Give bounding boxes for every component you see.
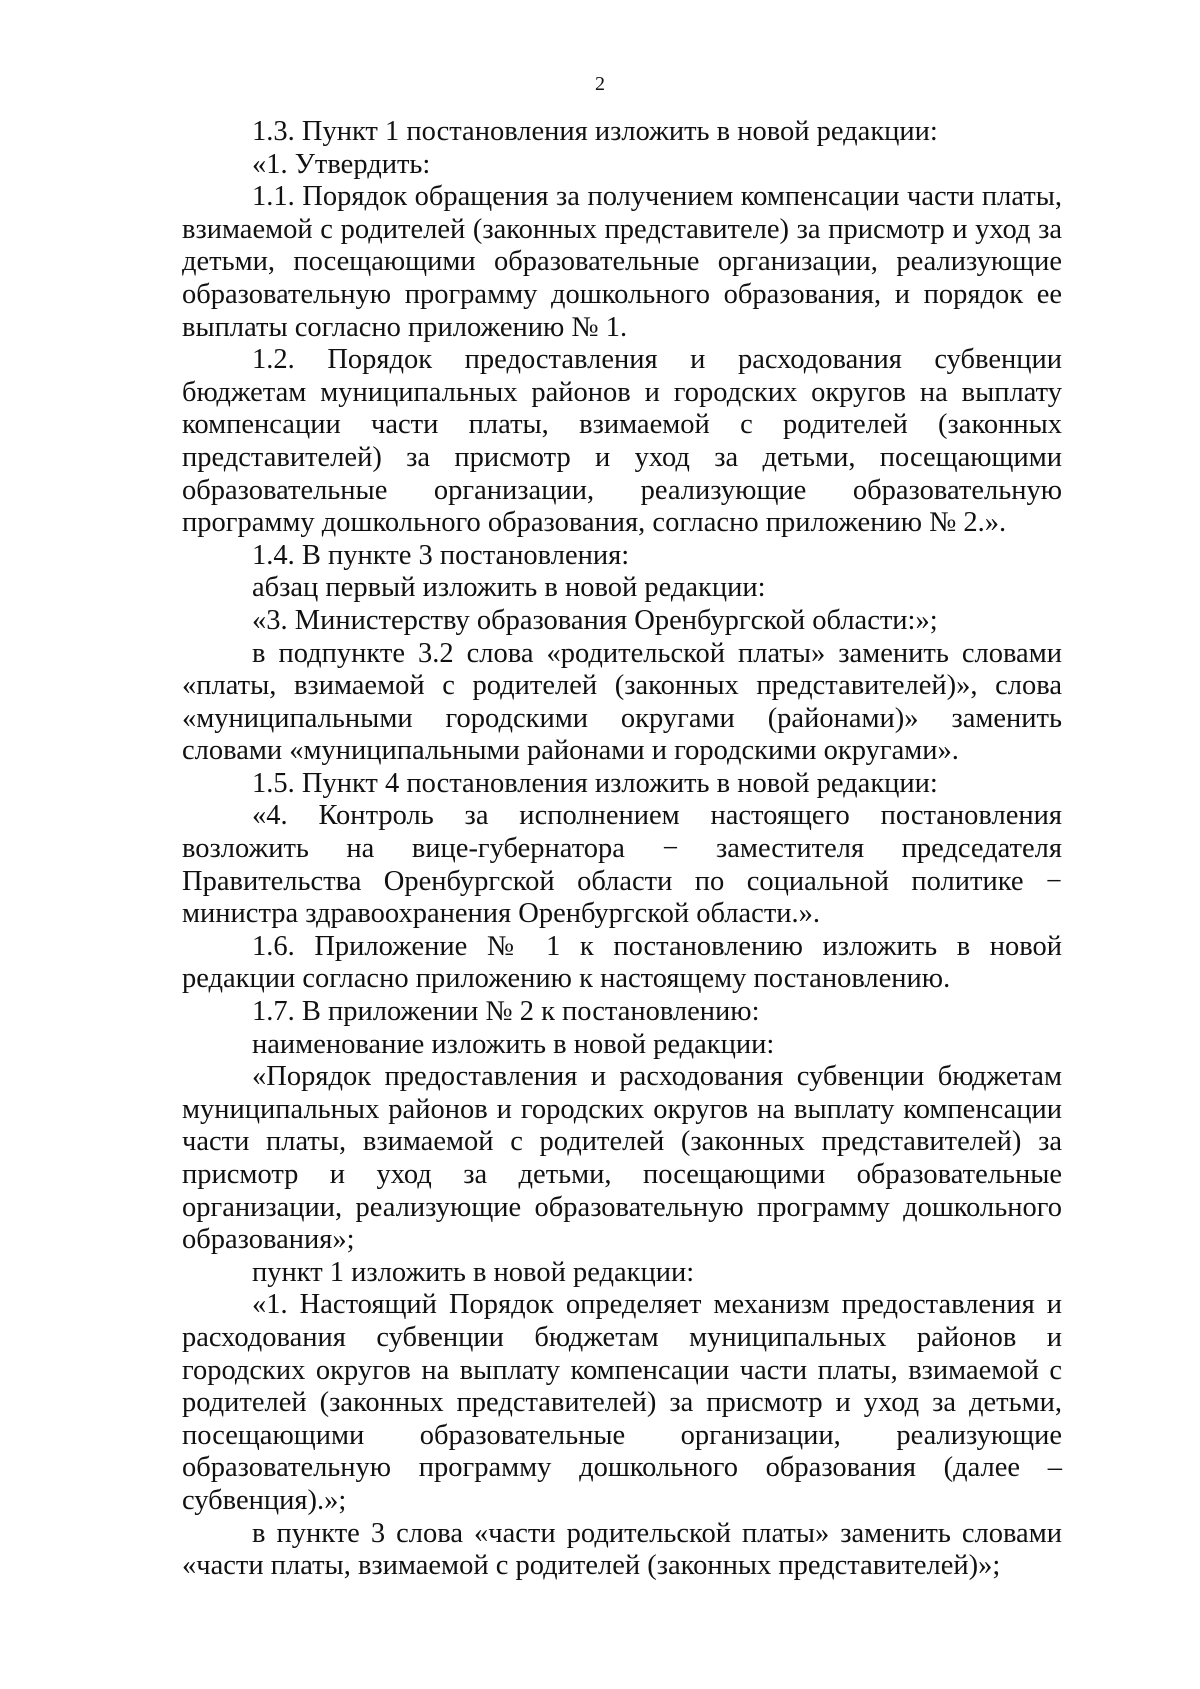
paragraph-subpoint-3-2: в подпункте 3.2 слова «родительской платы» заменить словами «платы, взимаемой с родителей (законных представителей)», слова «муниципальными городскими округами (районами)» заменить словами «муниципальными районами и городскими округами». [182,637,1062,767]
paragraph-1-6: 1.6. Приложение № 1 к постановлению изложить в новой редакции согласно приложению к настоящему постановлению. [182,930,1062,995]
paragraph-point-3-replace: в пункте 3 слова «части родительской платы» заменить словами «части платы, взимаемой с родителей (законных представителей)»; [182,1517,1062,1582]
paragraph-1-5: 1.5. Пункт 4 постановления изложить в новой редакции: [252,767,938,799]
paragraph-1-1: 1.1. Порядок обращения за получением компенсации части платы, взимаемой с родителей (законных представителе) за присмотр и уход за детьми, посещающими образовательные организации, реализующие образовательную программу дошкольного образования, и порядок ее выплаты согласно приложению № 1. [182,181,1062,343]
paragraph-first-abzac: абзац первый изложить в новой редакции: [252,572,766,604]
paragraph-1-3: 1.3. Пункт 1 постановления изложить в новой редакции: [252,116,938,147]
page-number: 2 [595,73,605,95]
paragraph-1-2: 1.2. Порядок предоставления и расходования субвенции бюджетам муниципальных районов и городских округов на выплату компенсации части платы, взимаемой с родителей (законных представителей) за присмотр и уход за детьми, посещающими образовательные организации, реализующие образовательную программу дошкольного образования, согласно приложению № 2.». [182,344,1062,539]
paragraph-point-1-new: пункт 1 изложить в новой редакции: [252,1256,695,1288]
paragraph-1-7: 1.7. В приложении № 2 к постановлению: [252,996,760,1028]
document-body [182,116,1062,1583]
paragraph-point-3: «3. Министерству образования Оренбургской области:»; [252,604,938,636]
paragraph-point-4: «4. Контроль за исполнением настоящего постановления возложить на вице-губернатора − заместителя председателя Правительства Оренбургской области по социальной политике − министра здравоохранения Оренбургской области.». [182,800,1062,930]
paragraph-procedure-title: «Порядок предоставления и расходования субвенции бюджетам муниципальных районов и городских округов на выплату компенсации части платы, взимаемой с родителей (законных представителей) за присмотр и уход за детьми, посещающими образовательные организации, реализующие образовательную программу дошкольного образования»; [182,1061,1062,1256]
paragraph-procedure-point-1: «1. Настоящий Порядок определяет механизм предоставления и расходования субвенции бюджетам муниципальных районов и городских округов на выплату компенсации части платы, взимаемой с родителей (законных представителей) за присмотр и уход за детьми, посещающими образовательные организации, реализующие образовательную программу дошкольного образования (далее – субвенция).»; [182,1289,1062,1516]
paragraph-naming: наименование изложить в новой редакции: [252,1028,775,1060]
paragraph-approve: «1. Утвердить: [252,148,431,180]
paragraph-1-4: 1.4. В пункте 3 постановления: [252,539,630,571]
